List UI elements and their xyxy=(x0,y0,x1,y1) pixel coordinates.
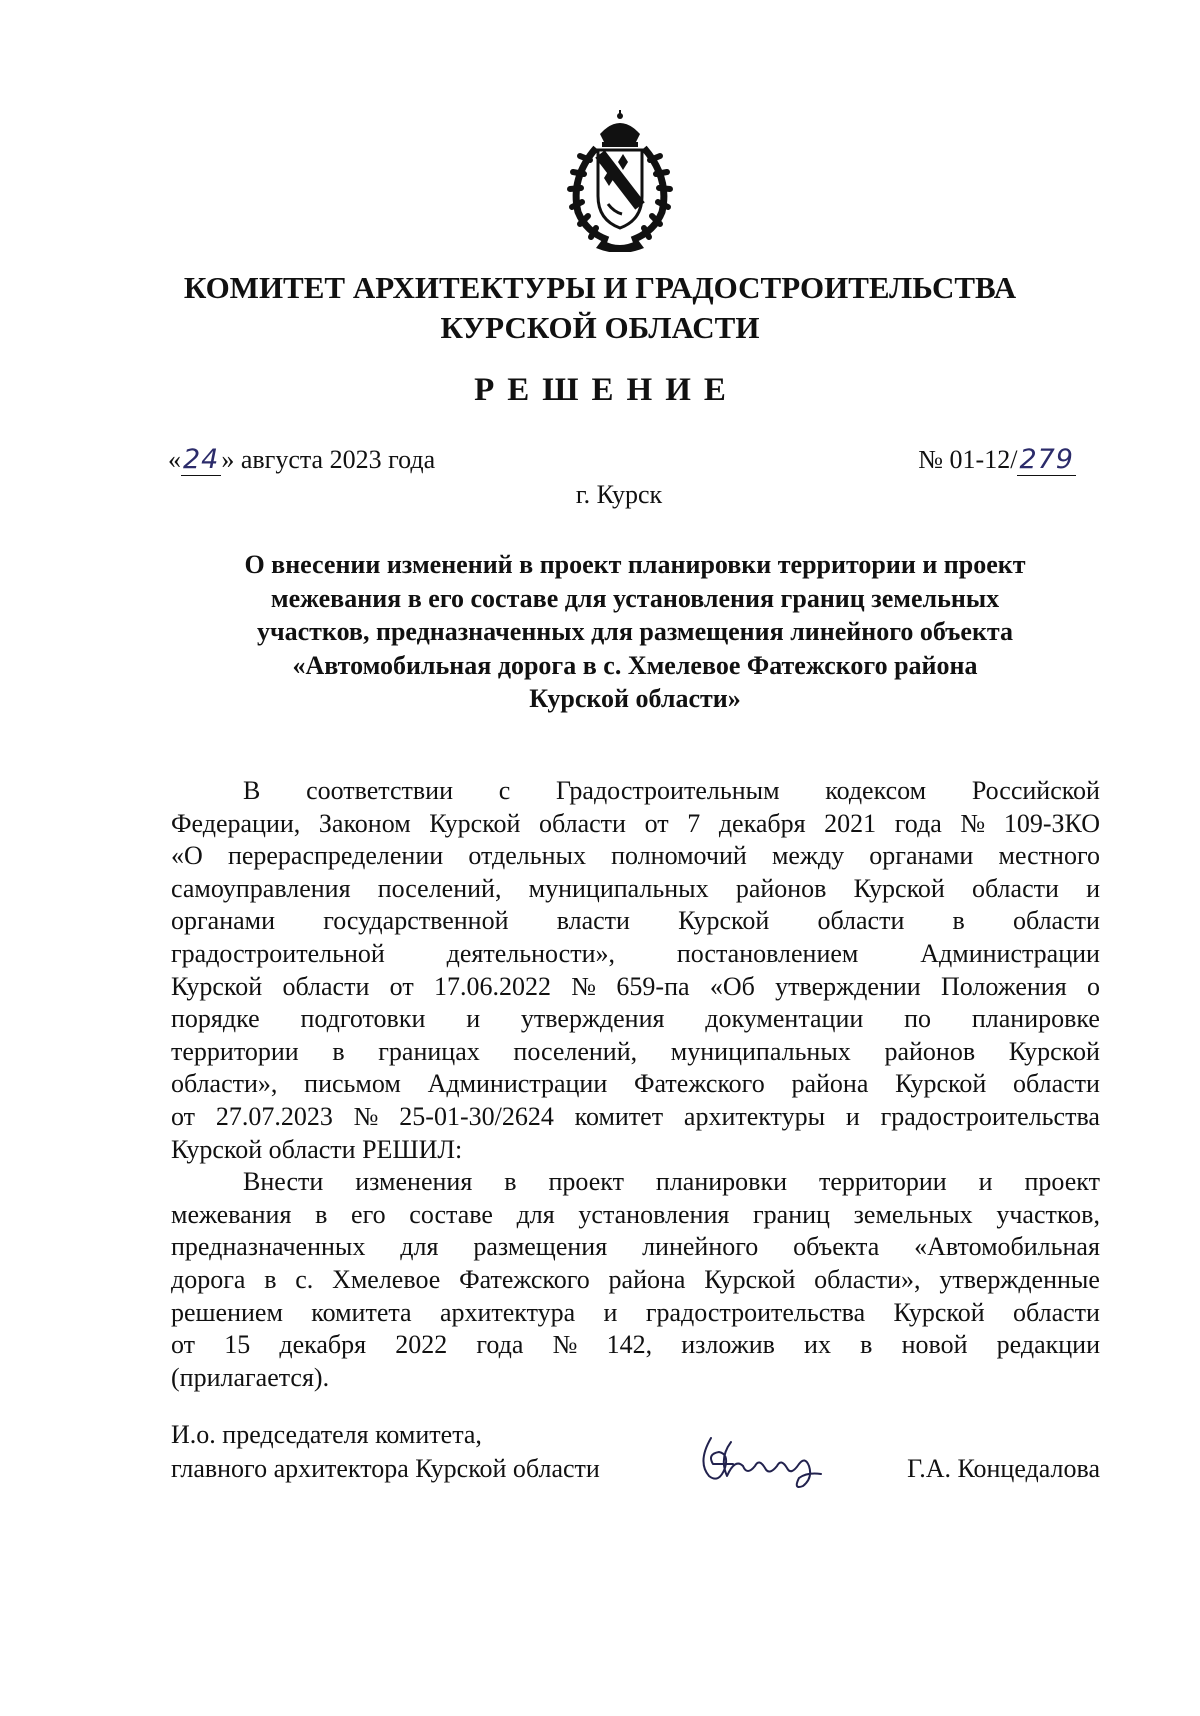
word: Градостроительным xyxy=(556,776,780,805)
word: архитектура xyxy=(439,1297,576,1327)
word: районов xyxy=(735,873,827,903)
word: № xyxy=(353,1101,379,1131)
word: территории xyxy=(171,1036,299,1066)
word: от xyxy=(644,808,669,838)
word: районов xyxy=(884,1036,976,1066)
word: Курской xyxy=(853,873,945,903)
body-line xyxy=(171,840,1100,873)
date-day-handwritten: 24 xyxy=(183,444,220,475)
word: года xyxy=(894,808,942,838)
word: 659-па xyxy=(616,971,690,1001)
body-line xyxy=(171,1199,1100,1232)
word: утвержденные xyxy=(939,1264,1100,1294)
word: области», xyxy=(814,1264,921,1294)
word: линейного xyxy=(642,1232,759,1262)
subject-line: участков, предназначенных для размещения линейного объекта xyxy=(256,617,1014,646)
word: Курской xyxy=(1008,1036,1100,1066)
word: 17.06.2022 xyxy=(434,971,551,1001)
word: 2022 xyxy=(395,1330,448,1360)
word: и xyxy=(978,1167,993,1197)
body-line xyxy=(171,1036,1100,1069)
word: от xyxy=(171,1330,196,1360)
word: Российской xyxy=(971,776,1100,805)
body-line: Курской области РЕШИЛ: xyxy=(171,1134,463,1164)
body-line: (прилагается). xyxy=(171,1362,330,1392)
word: 7 xyxy=(687,808,701,838)
word: № xyxy=(571,971,597,1001)
word: Администрации xyxy=(427,1069,608,1099)
word: Курской xyxy=(678,906,770,936)
word: года xyxy=(476,1330,524,1360)
word: размещения xyxy=(473,1232,608,1262)
word: органами xyxy=(869,841,974,871)
word: и xyxy=(466,1004,481,1034)
subject-line: О внесении изменений в проект планировки территории и проект xyxy=(244,550,1026,579)
body-line xyxy=(171,1329,1100,1362)
word: соответствии xyxy=(306,776,453,805)
word: 27.07.2023 xyxy=(215,1101,333,1131)
word: утверждении xyxy=(775,971,921,1001)
word: границах xyxy=(378,1036,480,1066)
date-month-year: » августа 2023 года xyxy=(221,445,436,474)
body-line xyxy=(171,808,1100,841)
word: объекта xyxy=(793,1232,880,1262)
word: земельных xyxy=(853,1199,973,1229)
body-line xyxy=(171,1231,1100,1264)
word: и xyxy=(603,1297,618,1327)
word: Курской xyxy=(704,1264,796,1294)
word: документации xyxy=(705,1004,864,1034)
word: утверждения xyxy=(520,1004,665,1034)
number-prefix: № 01-12/ xyxy=(918,445,1018,474)
paragraph-decision xyxy=(171,1166,1100,1362)
word: новой xyxy=(901,1330,968,1360)
word: градостроительной xyxy=(171,938,385,968)
word: комитета xyxy=(311,1297,412,1327)
word: района xyxy=(791,1069,869,1099)
word: Курской xyxy=(171,971,263,1001)
word: кодексом xyxy=(825,776,927,805)
word: и xyxy=(1086,873,1100,903)
word: редакции xyxy=(996,1330,1100,1360)
word: области xyxy=(971,873,1059,903)
number-value-handwritten: 279 xyxy=(1019,444,1074,475)
signer-position-line2: главного архитектора Курской области xyxy=(171,1454,600,1483)
word: от xyxy=(389,971,414,1001)
date-open-quote: « xyxy=(168,445,181,474)
word: 15 xyxy=(224,1330,251,1360)
word: государственной xyxy=(323,906,509,936)
word: с xyxy=(498,776,511,805)
word: области xyxy=(1013,1069,1100,1099)
word: планировке xyxy=(971,1004,1100,1034)
word: муниципальных xyxy=(670,1036,851,1066)
word: 109-ЗКО xyxy=(1003,808,1100,838)
organization-name xyxy=(0,268,1200,348)
word: комитет xyxy=(574,1101,664,1131)
word: в xyxy=(315,1199,328,1229)
document-city: г. Курск xyxy=(575,480,663,509)
word: порядке xyxy=(171,1004,260,1034)
coat-of-arms-icon xyxy=(556,108,684,252)
word: территории xyxy=(818,1167,947,1197)
word: декабря xyxy=(718,808,806,838)
word: градостроительства xyxy=(645,1297,866,1327)
word: участков, xyxy=(996,1199,1100,1229)
word: в xyxy=(504,1167,517,1197)
word: изменения xyxy=(355,1167,473,1197)
subject-line: межевания в его составе для установления границ земельных xyxy=(270,583,1000,613)
word: Курской xyxy=(429,808,521,838)
word: установления xyxy=(578,1199,730,1229)
document-body xyxy=(171,775,1100,1394)
word: предназначенных xyxy=(171,1232,366,1262)
organization-name-line2: КУРСКОЙ ОБЛАСТИ xyxy=(440,310,760,345)
word: градостроительства xyxy=(880,1101,1100,1131)
paragraph-legal-basis xyxy=(171,775,1100,1134)
word: Хмелевое xyxy=(332,1264,441,1294)
word: от xyxy=(171,1101,196,1131)
body-line xyxy=(171,938,1100,971)
word: с. xyxy=(295,1264,314,1294)
word: подготовки xyxy=(300,1004,426,1034)
organization-name-line1: КОМИТЕТ АРХИТЕКТУРЫ И ГРАДОСТРОИТЕЛЬСТВА xyxy=(183,270,1017,305)
word: области», xyxy=(171,1069,278,1099)
word: поселений, xyxy=(377,873,502,903)
word: власти xyxy=(556,906,630,936)
word: Курской xyxy=(895,1069,987,1099)
word: и xyxy=(845,1101,860,1131)
word: Курской xyxy=(893,1297,985,1327)
word: области xyxy=(539,808,626,838)
subject-line: «Автомобильная дорога в с. Хмелевое Фатежского района xyxy=(292,650,978,680)
word: межевания xyxy=(171,1199,292,1229)
word: постановлением xyxy=(676,938,859,968)
body-line xyxy=(171,775,1100,808)
body-line xyxy=(171,1068,1100,1101)
word: изложив xyxy=(681,1330,775,1360)
body-line xyxy=(171,1166,1100,1199)
word: между xyxy=(771,841,845,871)
document-number xyxy=(918,444,1076,475)
word: Фатежского xyxy=(459,1264,590,1294)
word: Фатежского xyxy=(634,1069,765,1099)
word: его xyxy=(351,1199,386,1229)
signer-position-line1: И.о. председателя комитета, xyxy=(171,1420,482,1449)
word: о xyxy=(1086,971,1100,1001)
word: области xyxy=(1013,1297,1100,1327)
body-line xyxy=(171,1101,1100,1134)
word: деятельности», xyxy=(446,938,615,968)
word: перераспределении xyxy=(227,841,444,871)
signature-block xyxy=(171,1418,1100,1486)
word: границ xyxy=(753,1199,830,1229)
word: 142, xyxy=(606,1330,653,1360)
word: области xyxy=(1013,906,1100,936)
word: для xyxy=(516,1199,555,1229)
word: самоуправления xyxy=(171,873,351,903)
word: для xyxy=(400,1232,439,1262)
word: Федерации, xyxy=(171,808,301,838)
word: проект xyxy=(548,1167,624,1197)
word: района xyxy=(608,1264,686,1294)
word: муниципальных xyxy=(528,873,709,903)
word: органами xyxy=(171,906,276,936)
word: Администрации xyxy=(920,938,1100,968)
word: области xyxy=(817,906,905,936)
body-line xyxy=(171,905,1100,938)
word: отдельных xyxy=(468,841,586,871)
word: «Об xyxy=(709,971,755,1001)
word: области xyxy=(282,971,370,1001)
word: Законом xyxy=(318,808,411,838)
body-line xyxy=(171,1003,1100,1036)
subject-line: Курской области» xyxy=(529,684,741,713)
word: Положения xyxy=(940,971,1067,1001)
word: поселений, xyxy=(513,1036,638,1066)
document-type: РЕШЕНИЕ xyxy=(474,372,739,408)
word: дорога xyxy=(171,1264,246,1294)
word: письмом xyxy=(304,1069,401,1099)
word: проект xyxy=(1024,1167,1100,1197)
word: решением xyxy=(171,1297,283,1327)
word: «О xyxy=(171,841,203,871)
body-line xyxy=(171,873,1100,906)
body-line xyxy=(171,1264,1100,1297)
body-line xyxy=(171,1297,1100,1330)
word: в xyxy=(332,1036,345,1066)
word: № xyxy=(552,1330,578,1360)
word: «Автомобильная xyxy=(914,1232,1100,1262)
word: их xyxy=(804,1330,831,1360)
word: архитектуры xyxy=(683,1101,826,1131)
document-subject xyxy=(170,548,1100,716)
word: Внести xyxy=(243,1167,324,1197)
word: по xyxy=(904,1004,932,1034)
word: планировки xyxy=(655,1167,788,1197)
word: 25-01-30/2624 xyxy=(399,1101,554,1131)
word: 2021 xyxy=(824,808,877,838)
word: в xyxy=(264,1264,277,1294)
word: декабря xyxy=(279,1330,367,1360)
document-date xyxy=(168,444,435,475)
handwritten-signature xyxy=(689,1428,839,1492)
body-line xyxy=(171,971,1100,1004)
word: № xyxy=(960,808,986,838)
word: в xyxy=(860,1330,873,1360)
word: В xyxy=(243,776,261,805)
word: составе xyxy=(409,1199,493,1229)
word: в xyxy=(952,906,965,936)
signer-name: Г.А. Концедалова xyxy=(907,1454,1100,1483)
word: местного xyxy=(998,841,1100,871)
word: полномочий xyxy=(611,841,747,871)
